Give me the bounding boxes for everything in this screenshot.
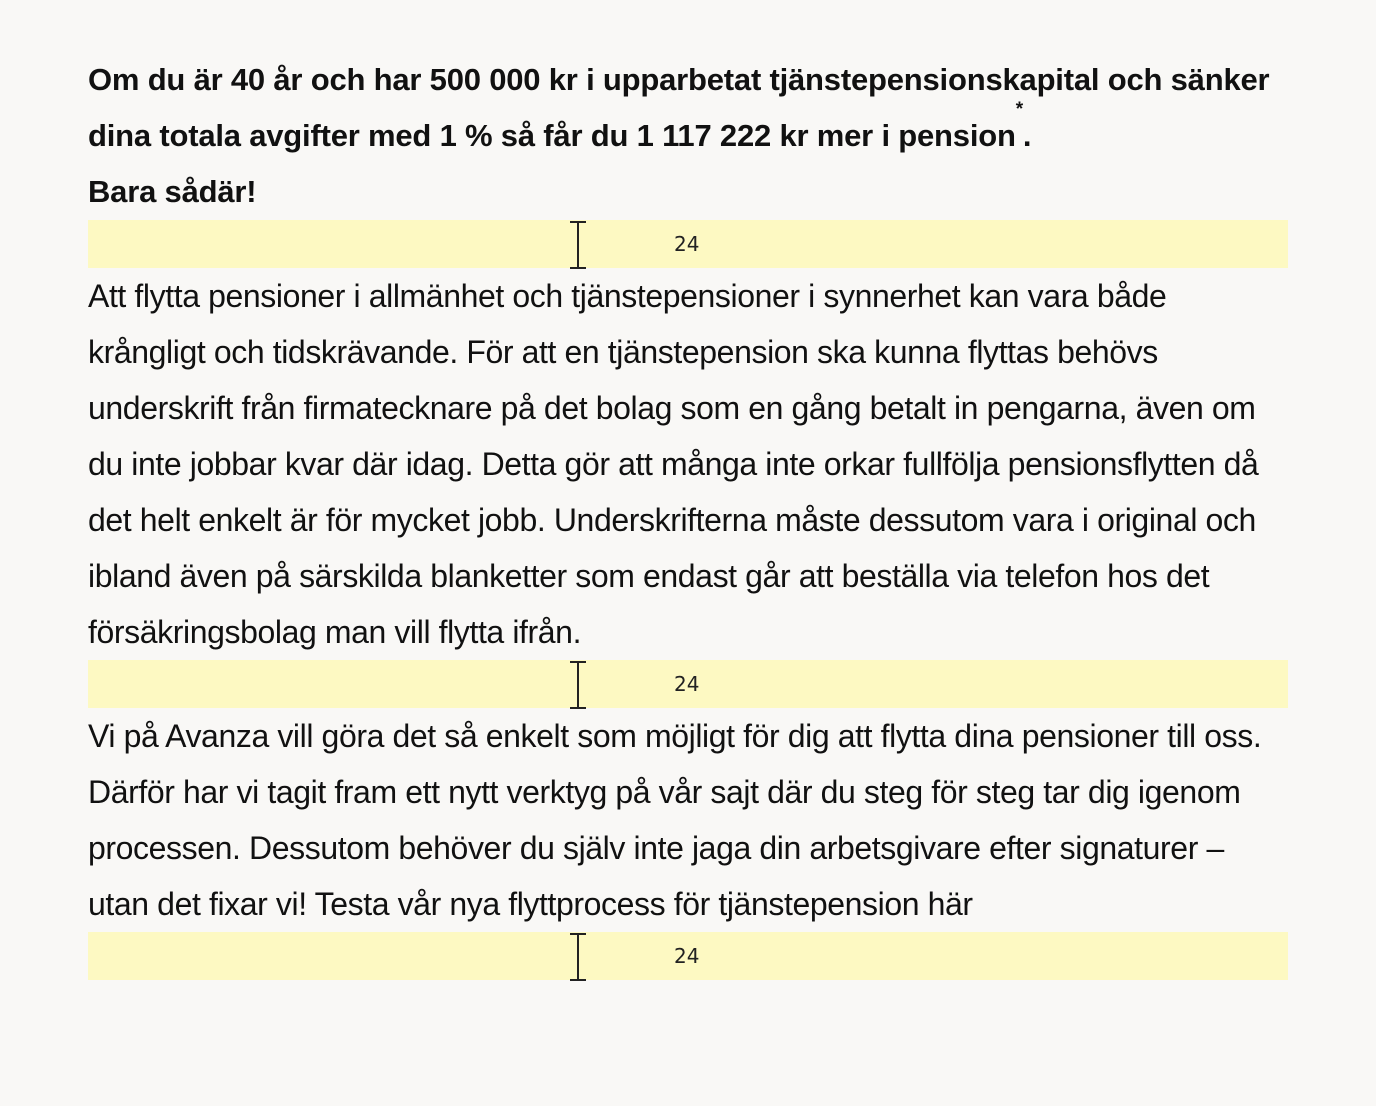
- spacer-size-label: 24: [674, 672, 700, 696]
- lead-end: .: [1022, 118, 1032, 153]
- body-paragraph: Att flytta pensioner i allmänhet och tjänstepensioner i synnerhet kan vara både krångligt och tidskrävande. För att en tjänstepension ska kunna flyttas behövs underskrift från firmatecknare på det bolag som en gång betalt in pengarna, även om du inte jobbar kvar där idag. Detta gör att många inte orkar fullfölja pensionsflytten då det helt enkelt är för mycket jobb. Underskrifterna måste dessutom vara i original och ibland även på särskilda blanketter som endast går att beställa via telefon hos det försäkringsbolag man vill flytta ifrån.: [88, 278, 1259, 650]
- spacer-block[interactable]: [88, 660, 1288, 708]
- text-cursor-icon: [568, 660, 588, 710]
- spacer-block[interactable]: [88, 932, 1288, 980]
- footnote-mark: *: [1015, 99, 1023, 120]
- text-cursor-icon: [568, 220, 588, 270]
- spacer-size-label: 24: [674, 232, 700, 256]
- lead-paragraph: [88, 52, 1288, 220]
- lead-exclamation: Bara sådär!: [88, 174, 257, 209]
- body-paragraph: Vi på Avanza vill göra det så enkelt som möjligt för dig att flytta dina pensioner till oss. Därför har vi tagit fram ett nytt verktyg på vår sajt där du steg för steg tar dig igenom processen. Dessutom behöver du själv inte jaga din arbetsgivare efter signaturer – utan det fixar vi! Testa vår nya flyttprocess för tjänstepension här: [88, 718, 1262, 922]
- article-content: [88, 52, 1288, 980]
- spacer-block[interactable]: [88, 220, 1288, 268]
- text-cursor-icon: [568, 932, 588, 982]
- spacer-size-label: 24: [674, 944, 700, 968]
- lead-text: Om du är 40 år och har 500 000 kr i upparbetat tjänstepensionskapital och sänker dina totala avgifter med 1 % så får du 1 117 222 kr mer i pension: [88, 62, 1270, 153]
